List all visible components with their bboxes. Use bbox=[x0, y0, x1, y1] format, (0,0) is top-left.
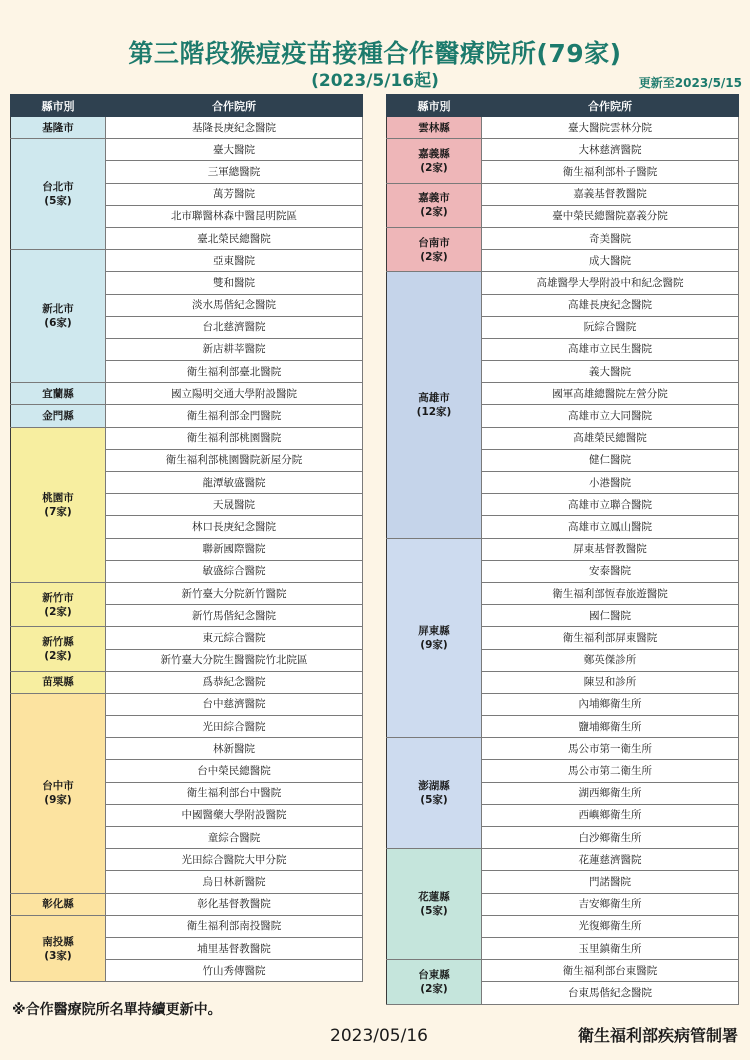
hospital-name: 衛生福利部臺北醫院 bbox=[106, 361, 363, 383]
table-row bbox=[387, 227, 739, 249]
region-name: 屏東縣 bbox=[418, 624, 450, 637]
hospital-name: 奇美醫院 bbox=[482, 227, 739, 249]
hospital-name: 埔里基督教醫院 bbox=[106, 937, 363, 959]
region-name: 台中市 bbox=[42, 780, 74, 793]
table-row bbox=[387, 117, 739, 139]
region-name: 台南市 bbox=[418, 236, 450, 249]
table-row bbox=[11, 893, 363, 915]
region-count: (2家) bbox=[44, 605, 72, 618]
hospital-name: 西嶼鄉衛生所 bbox=[482, 804, 739, 826]
hospital-name: 馬公市第二衛生所 bbox=[482, 760, 739, 782]
region-count: (5家) bbox=[420, 905, 448, 918]
region-name: 高雄市 bbox=[418, 391, 450, 404]
column-header-region: 縣市別 bbox=[387, 95, 482, 117]
table-row bbox=[11, 582, 363, 604]
region-name: 台北市 bbox=[42, 181, 74, 194]
table-header-row bbox=[11, 95, 363, 117]
hospital-name: 衛生福利部屏東醫院 bbox=[482, 627, 739, 649]
region-count: (6家) bbox=[44, 317, 72, 330]
table-row bbox=[11, 427, 363, 449]
column-header-region: 縣市別 bbox=[11, 95, 106, 117]
table-row bbox=[387, 183, 739, 205]
hospital-name: 台中慈濟醫院 bbox=[106, 693, 363, 715]
hospital-name: 烏日林新醫院 bbox=[106, 871, 363, 893]
hospital-name: 阮綜合醫院 bbox=[482, 316, 739, 338]
region-count: (3家) bbox=[44, 949, 72, 962]
hospital-name: 鄭英傑診所 bbox=[482, 649, 739, 671]
region-name: 宜蘭縣 bbox=[42, 387, 74, 400]
region-count: (9家) bbox=[420, 638, 448, 651]
hospital-name: 新竹臺大分院生醫醫院竹北院區 bbox=[106, 649, 363, 671]
region-count: (2家) bbox=[44, 650, 72, 662]
hospital-name: 衛生福利部台東醫院 bbox=[482, 960, 739, 982]
hospital-name: 馬公市第一衛生所 bbox=[482, 738, 739, 760]
hospital-name: 臺中榮民總醫院嘉義分院 bbox=[482, 205, 739, 227]
table-row bbox=[387, 960, 739, 982]
region-cell bbox=[11, 693, 106, 893]
region-cell bbox=[387, 960, 482, 1004]
hospital-name: 萬芳醫院 bbox=[106, 183, 363, 205]
region-cell bbox=[11, 139, 106, 250]
hospital-name: 高雄醫學大學附設中和紀念醫院 bbox=[482, 272, 739, 294]
hospital-name: 雙和醫院 bbox=[106, 272, 363, 294]
hospital-name: 衛生福利部金門醫院 bbox=[106, 405, 363, 427]
region-name: 桃園市 bbox=[42, 491, 74, 504]
hospital-table-left bbox=[10, 94, 363, 982]
footnote: ※合作醫療院所名單持續更新中。 bbox=[12, 1002, 222, 1018]
table-row bbox=[387, 849, 739, 871]
hospital-name: 安泰醫院 bbox=[482, 560, 739, 582]
region-name: 嘉義市 bbox=[418, 192, 450, 205]
region-cell bbox=[11, 250, 106, 383]
hospital-name: 新竹馬偕紀念醫院 bbox=[106, 605, 363, 627]
column-header-hospital: 合作院所 bbox=[106, 95, 363, 117]
hospital-name: 台東馬偕紀念醫院 bbox=[482, 982, 739, 1004]
hospital-name: 淡水馬偕紀念醫院 bbox=[106, 294, 363, 316]
table-row bbox=[11, 139, 363, 161]
region-count: (2家) bbox=[420, 161, 448, 174]
hospital-name: 衛生福利部南投醫院 bbox=[106, 915, 363, 937]
region-count: (9家) bbox=[44, 794, 72, 807]
hospital-name: 衛生福利部恆春旅遊醫院 bbox=[482, 582, 739, 604]
region-cell bbox=[387, 738, 482, 849]
table-row bbox=[387, 538, 739, 560]
hospital-name: 衛生福利部台中醫院 bbox=[106, 782, 363, 804]
region-count: (2家) bbox=[420, 982, 448, 995]
region-cell bbox=[11, 627, 106, 671]
region-cell bbox=[387, 139, 482, 183]
hospital-name: 健仁醫院 bbox=[482, 449, 739, 471]
hospital-name: 高雄市立聯合醫院 bbox=[482, 494, 739, 516]
hospital-name: 三軍總醫院 bbox=[106, 161, 363, 183]
hospital-table-right bbox=[386, 94, 739, 1005]
hospital-name: 敏盛綜合醫院 bbox=[106, 560, 363, 582]
hospital-name: 新竹臺大分院新竹醫院 bbox=[106, 582, 363, 604]
table-row bbox=[11, 693, 363, 715]
hospital-name: 國仁醫院 bbox=[482, 605, 739, 627]
table-row bbox=[387, 738, 739, 760]
hospital-name: 台北慈濟醫院 bbox=[106, 316, 363, 338]
hospital-name: 龍潭敏盛醫院 bbox=[106, 472, 363, 494]
region-cell bbox=[387, 227, 482, 271]
hospital-name: 臺大醫院雲林分院 bbox=[482, 117, 739, 139]
hospital-name: 東元綜合醫院 bbox=[106, 627, 363, 649]
hospital-name: 天晟醫院 bbox=[106, 494, 363, 516]
hospital-name: 高雄市立民生醫院 bbox=[482, 338, 739, 360]
region-count: (2家) bbox=[420, 250, 448, 263]
region-name: 金門縣 bbox=[42, 410, 74, 423]
hospital-name: 光田綜合醫院 bbox=[106, 716, 363, 738]
hospital-name: 屏東基督教醫院 bbox=[482, 538, 739, 560]
hospital-name: 國立陽明交通大學附設醫院 bbox=[106, 383, 363, 405]
publish-date: 2023/05/16 bbox=[330, 1026, 428, 1046]
region-name: 新北市 bbox=[42, 303, 74, 316]
hospital-name: 亞東醫院 bbox=[106, 250, 363, 272]
region-name: 雲林縣 bbox=[418, 121, 450, 134]
hospital-name: 童綜合醫院 bbox=[106, 827, 363, 849]
region-name: 新竹市 bbox=[42, 591, 74, 604]
region-name: 花蓮縣 bbox=[418, 891, 450, 904]
region-cell bbox=[387, 117, 482, 139]
table-row bbox=[11, 915, 363, 937]
region-cell bbox=[387, 183, 482, 227]
hospital-name: 衛生福利部桃園醫院新屋分院 bbox=[106, 449, 363, 471]
hospital-name: 林口長庚紀念醫院 bbox=[106, 516, 363, 538]
region-name: 澎湖縣 bbox=[418, 780, 450, 793]
hospital-name: 高雄市立鳳山醫院 bbox=[482, 516, 739, 538]
table-row bbox=[11, 117, 363, 139]
hospital-name: 湖西鄉衛生所 bbox=[482, 782, 739, 804]
table-row bbox=[11, 671, 363, 693]
table-row bbox=[387, 272, 739, 294]
region-count: (5家) bbox=[44, 195, 72, 208]
region-cell bbox=[11, 915, 106, 982]
hospital-name: 竹山秀傳醫院 bbox=[106, 960, 363, 982]
table-row bbox=[11, 405, 363, 427]
region-cell bbox=[11, 427, 106, 582]
hospital-name: 光田綜合醫院大甲分院 bbox=[106, 849, 363, 871]
hospital-name: 衛生福利部朴子醫院 bbox=[482, 161, 739, 183]
hospital-name: 白沙鄉衛生所 bbox=[482, 827, 739, 849]
hospital-name: 花蓮慈濟醫院 bbox=[482, 849, 739, 871]
hospital-name: 國軍高雄總醫院左營分院 bbox=[482, 383, 739, 405]
hospital-name: 陳昱和診所 bbox=[482, 671, 739, 693]
hospital-name: 臺大醫院 bbox=[106, 139, 363, 161]
hospital-name: 小港醫院 bbox=[482, 472, 739, 494]
page-subtitle: (2023/5/16起) bbox=[311, 71, 439, 91]
region-count: (5家) bbox=[420, 794, 448, 807]
hospital-name: 彰化基督教醫院 bbox=[106, 893, 363, 915]
hospital-name: 爲恭紀念醫院 bbox=[106, 671, 363, 693]
region-cell bbox=[11, 893, 106, 915]
region-name: 苗栗縣 bbox=[42, 676, 74, 689]
hospital-name: 台中榮民總醫院 bbox=[106, 760, 363, 782]
region-name: 台東縣 bbox=[418, 968, 450, 981]
table-row bbox=[11, 250, 363, 272]
hospital-name: 聯新國際醫院 bbox=[106, 538, 363, 560]
hospital-name: 林新醫院 bbox=[106, 738, 363, 760]
hospital-name: 高雄市立大同醫院 bbox=[482, 405, 739, 427]
region-count: (2家) bbox=[420, 206, 448, 219]
hospital-name: 玉里鎮衛生所 bbox=[482, 937, 739, 959]
hospital-name: 衛生福利部桃園醫院 bbox=[106, 427, 363, 449]
table-row bbox=[11, 627, 363, 649]
region-name: 基隆市 bbox=[42, 121, 74, 134]
page-title: 第三階段猴痘疫苗接種合作醫療院所(79家) bbox=[128, 39, 622, 68]
region-cell bbox=[11, 671, 106, 693]
hospital-name: 成大醫院 bbox=[482, 250, 739, 272]
hospital-name: 高雄長庚紀念醫院 bbox=[482, 294, 739, 316]
agency-name: 衛生福利部疾病管制署 bbox=[577, 1026, 738, 1045]
hospital-name: 臺北榮民總醫院 bbox=[106, 227, 363, 249]
region-cell bbox=[11, 383, 106, 405]
hospital-name: 光復鄉衛生所 bbox=[482, 915, 739, 937]
hospital-name: 新店耕莘醫院 bbox=[106, 338, 363, 360]
update-note: 更新至2023/5/15 bbox=[638, 76, 742, 90]
hospital-name: 基隆長庚紀念醫院 bbox=[106, 117, 363, 139]
region-name: 新竹縣 bbox=[42, 636, 74, 648]
hospital-name: 義大醫院 bbox=[482, 361, 739, 383]
hospital-name: 鹽埔鄉衛生所 bbox=[482, 716, 739, 738]
table-row bbox=[11, 383, 363, 405]
hospital-name: 嘉義基督教醫院 bbox=[482, 183, 739, 205]
table-row bbox=[387, 139, 739, 161]
region-cell bbox=[11, 405, 106, 427]
hospital-name: 中國醫藥大學附設醫院 bbox=[106, 804, 363, 826]
hospital-name: 內埔鄉衛生所 bbox=[482, 693, 739, 715]
region-cell bbox=[11, 117, 106, 139]
hospital-name: 高雄榮民總醫院 bbox=[482, 427, 739, 449]
region-name: 嘉義縣 bbox=[418, 147, 450, 160]
hospital-name: 大林慈濟醫院 bbox=[482, 139, 739, 161]
region-count: (12家) bbox=[416, 405, 452, 418]
region-cell bbox=[11, 582, 106, 626]
region-name: 彰化縣 bbox=[42, 898, 74, 911]
hospital-name: 北市聯醫林森中醫昆明院區 bbox=[106, 205, 363, 227]
region-cell bbox=[387, 538, 482, 738]
column-header-hospital: 合作院所 bbox=[482, 95, 739, 117]
region-count: (7家) bbox=[44, 505, 72, 518]
region-cell bbox=[387, 272, 482, 538]
region-name: 南投縣 bbox=[42, 935, 74, 948]
table-header-row bbox=[387, 95, 739, 117]
region-cell bbox=[387, 849, 482, 960]
hospital-name: 門諾醫院 bbox=[482, 871, 739, 893]
hospital-name: 吉安鄉衛生所 bbox=[482, 893, 739, 915]
